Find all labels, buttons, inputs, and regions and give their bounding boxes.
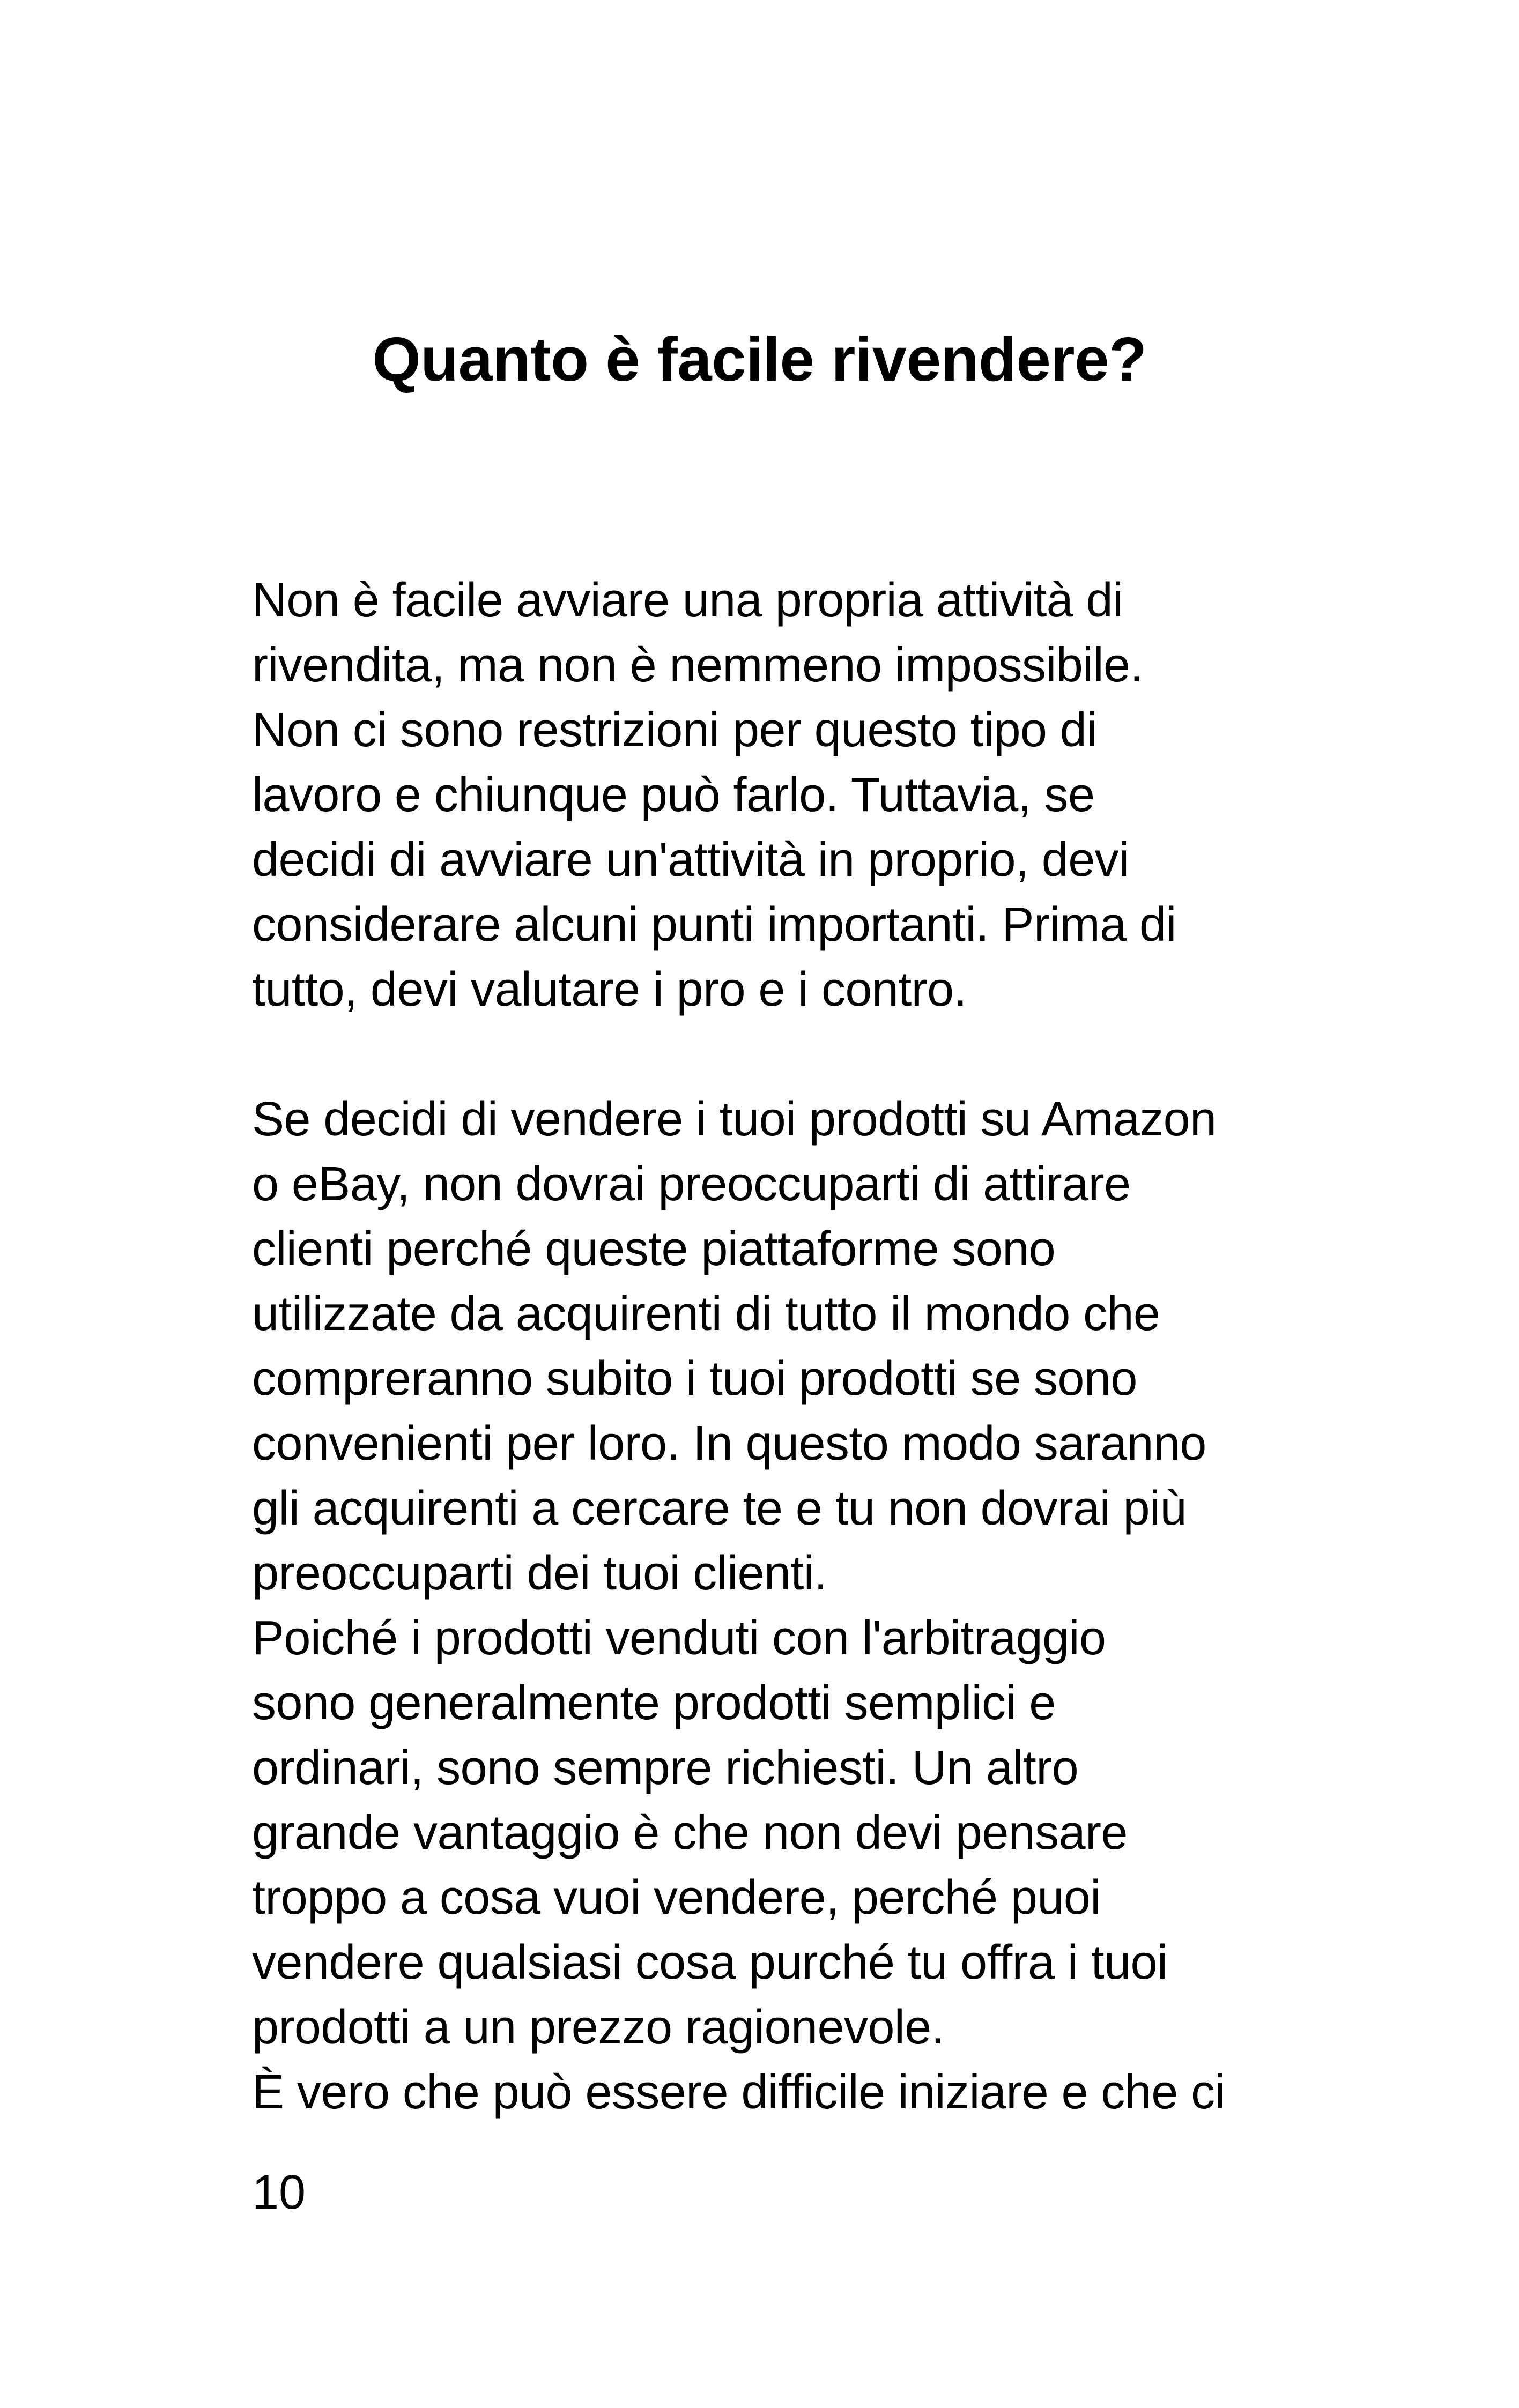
text-line: clienti perché queste piattaforme sono	[252, 1222, 1056, 1276]
page-number: 10	[252, 2166, 306, 2219]
paragraph-gap	[252, 1022, 1324, 1087]
text-line: grande vantaggio è che non devi pensare	[252, 1806, 1128, 1860]
text-line: decidi di avviare un'attività in proprio, devi	[252, 833, 1129, 887]
text-line: rivendita, ma non è nemmeno impossibile.	[252, 638, 1143, 692]
text-line: o eBay, non dovrai preoccuparti di attirare	[252, 1157, 1131, 1211]
text-line: vendere qualsiasi cosa purché tu offra i tuoi	[252, 1936, 1168, 1989]
text-line: lavoro e chiunque può farlo. Tuttavia, se	[252, 768, 1095, 822]
text-line: prodotti a un prezzo ragionevole.	[252, 2001, 945, 2054]
text-line: sono generalmente prodotti semplici e	[252, 1676, 1056, 1730]
text-line: Non ci sono restrizioni per questo tipo di	[252, 703, 1097, 757]
text-line: Non è facile avviare una propria attività di	[252, 574, 1123, 627]
text-line: ordinari, sono sempre richiesti. Un altro	[252, 1741, 1079, 1795]
text-line: preoccuparti dei tuoi clienti.	[252, 1547, 827, 1600]
text-line: tutto, devi valutare i pro e i contro.	[252, 963, 967, 1016]
text-line: troppo a cosa vuoi vendere, perché puoi	[252, 1871, 1101, 1924]
text-line: compreranno subito i tuoi prodotti se sono	[252, 1352, 1137, 1406]
text-line: È vero che può essere difficile iniziare e che ci	[252, 2065, 1225, 2119]
text-line: utilizzate da acquirenti di tutto il mondo che	[252, 1287, 1160, 1341]
paragraph-2	[252, 1087, 1324, 1606]
paragraph-4	[252, 2060, 1324, 2125]
text-line: Poiché i prodotti venduti con l'arbitraggio	[252, 1611, 1106, 1665]
text-line: gli acquirenti a cercare te e tu non dovrai più	[252, 1482, 1187, 1535]
text-line: considerare alcuni punti importanti. Prima di	[252, 898, 1176, 952]
page-title: Quanto è facile rivendere?	[372, 324, 1147, 394]
paragraph-3	[252, 1606, 1324, 2060]
paragraph-1	[252, 568, 1324, 1022]
text-line: Se decidi di vendere i tuoi prodotti su Amazon	[252, 1092, 1217, 1146]
text-line: convenienti per loro. In questo modo saranno	[252, 1417, 1206, 1470]
body-text	[252, 568, 1324, 2125]
